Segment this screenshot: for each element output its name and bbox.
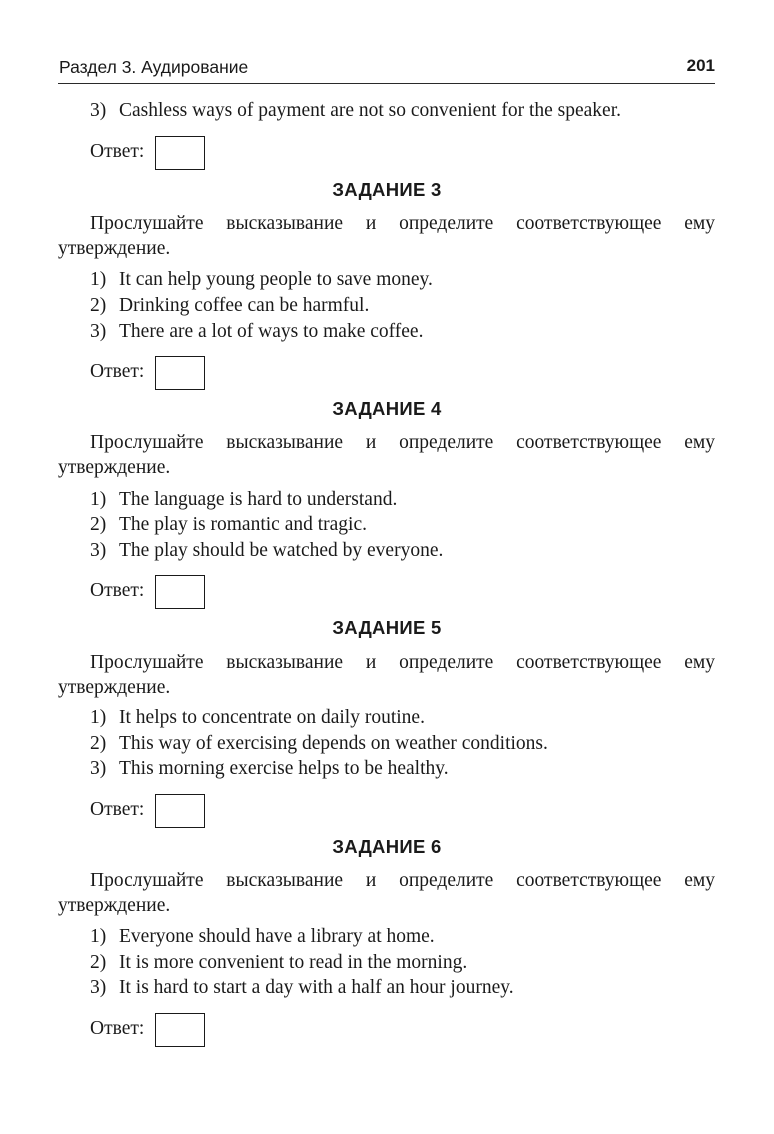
option-item <box>90 100 621 122</box>
option-text: The play should be watched by everyone. <box>119 540 444 561</box>
instruction-line: утверждение. <box>58 237 171 259</box>
answer-label: Ответ: <box>90 361 145 382</box>
option-item <box>90 321 423 343</box>
option-number: 3) <box>90 977 107 998</box>
instruction-line: Прослушайте высказывание и определите соответствующее ему <box>90 652 715 673</box>
instruction-line: Прослушайте высказывание и определите соответствующее ему <box>90 870 715 891</box>
option-text: It is hard to start a day with a half an hour journey. <box>119 977 514 998</box>
answer-label: Ответ: <box>90 1018 145 1039</box>
option-item <box>90 295 369 317</box>
option-item <box>90 707 425 729</box>
answer-input-box[interactable] <box>155 356 205 390</box>
option-number: 1) <box>90 489 107 510</box>
section-title: Раздел 3. Аудирование <box>59 57 249 77</box>
instruction-line: Прослушайте высказывание и определите соответствующее ему <box>90 213 715 234</box>
option-item <box>90 758 449 780</box>
option-text: Drinking coffee can be harmful. <box>119 295 370 316</box>
option-text: This morning exercise helps to be healthy. <box>119 758 449 779</box>
instruction-line: Прослушайте высказывание и определите соответствующее ему <box>90 432 715 453</box>
task-instruction <box>58 431 715 480</box>
instruction-line: утверждение. <box>58 456 171 478</box>
task-instruction <box>58 651 715 700</box>
option-text: Cashless ways of payment are not so convenient for the speaker. <box>119 100 621 121</box>
option-item <box>90 926 435 948</box>
option-number: 3) <box>90 758 107 779</box>
option-item <box>90 952 467 974</box>
task-instruction <box>58 869 715 918</box>
option-number: 1) <box>90 707 107 728</box>
option-text: Everyone should have a library at home. <box>119 926 435 947</box>
option-item <box>90 733 548 755</box>
option-text: It can help young people to save money. <box>119 269 433 290</box>
option-number: 1) <box>90 926 107 947</box>
task-title: ЗАДАНИЕ 6 <box>332 836 442 857</box>
answer-input-box[interactable] <box>155 575 205 609</box>
answer-input-box[interactable] <box>155 136 205 170</box>
answer-input-box[interactable] <box>155 794 205 828</box>
option-text: The language is hard to understand. <box>119 489 398 510</box>
option-text: The play is romantic and tragic. <box>119 514 367 535</box>
option-text: It is more convenient to read in the morning. <box>119 952 468 973</box>
instruction-line: утверждение. <box>58 676 171 698</box>
instruction-line: утверждение. <box>58 894 171 916</box>
option-text: This way of exercising depends on weather conditions. <box>119 733 548 754</box>
option-text: There are a lot of ways to make coffee. <box>119 321 424 342</box>
option-item <box>90 540 443 562</box>
answer-input-box[interactable] <box>155 1013 205 1047</box>
answer-label: Ответ: <box>90 580 145 601</box>
option-number: 1) <box>90 269 107 290</box>
option-item <box>90 977 514 999</box>
option-number: 2) <box>90 295 107 316</box>
page-number: 201 <box>686 56 715 75</box>
task-title: ЗАДАНИЕ 3 <box>332 179 442 200</box>
option-number: 2) <box>90 514 107 535</box>
task-instruction <box>58 212 715 261</box>
option-number: 2) <box>90 952 107 973</box>
answer-label: Ответ: <box>90 799 145 820</box>
option-text: It helps to concentrate on daily routine. <box>119 707 425 728</box>
page-header <box>58 55 715 84</box>
task-title: ЗАДАНИЕ 4 <box>332 398 442 419</box>
option-number: 3) <box>90 540 107 561</box>
option-number: 3) <box>90 100 107 121</box>
option-number: 2) <box>90 733 107 754</box>
option-item <box>90 269 433 291</box>
option-item <box>90 489 397 511</box>
option-item <box>90 514 367 536</box>
answer-label: Ответ: <box>90 141 145 162</box>
option-number: 3) <box>90 321 107 342</box>
task-title: ЗАДАНИЕ 5 <box>332 617 442 638</box>
